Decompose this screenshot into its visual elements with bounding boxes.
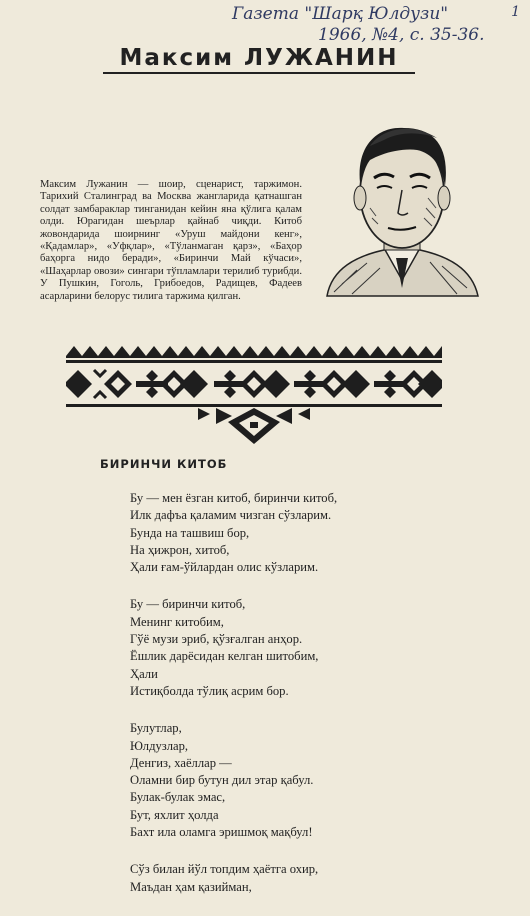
poem-line: Юлдузлар,	[130, 738, 189, 753]
poem-line: Бунда на ташвиш бор,	[130, 525, 250, 540]
poem-line: Денгиз, хаёллар —	[130, 755, 232, 770]
poem-line: Бахт ила оламга эришмоқ мақбул!	[130, 825, 313, 840]
poem-line: Булак-булак эмас,	[130, 790, 226, 805]
poem-line: Бут, яхлит ҳолда	[130, 807, 219, 822]
poem-line: Гўё музи эриб, қўзғалган анҳор.	[130, 632, 303, 647]
handwritten-page-number: 1	[511, 4, 520, 20]
poem-line: На ҳижрон, хитоб,	[130, 542, 230, 557]
poem-line: Оламни бир бутун дил этар қабул.	[130, 773, 314, 788]
poem-body	[130, 490, 337, 916]
handwritten-issue-note: 1966, №4, с. 35-36.	[318, 25, 485, 45]
page-title: Максим ЛУЖАНИН	[103, 38, 415, 74]
poem-line: Ҳали	[130, 666, 158, 681]
poem-line: Бу — биринчи китоб,	[130, 597, 246, 612]
poem-stanza	[130, 490, 337, 576]
author-biography: Максим Лужанин — шоир, сценарист, таржимон. Тарихий Сталинград ва Москва жангларида қатнашган солдат замбараклар тинганидан кейин яна қўлига қалам олди. Юрагидан шеърлар қайнаб чиқди. Китоб жовондарида шоирнинг «Уруш майдони кенг», «Қадамлар», «Уфқлар», «Тўланмаган қарз», «Баҳор баҳорга нидо беради», «Биринчи Май кўчаси», «Шаҳарлар овози» сингари тўпламлари терилиб турибди. У Пушкин, Гоголь, Грибоедов, Радищев, Фадеев асарларини белорус тилига таржима қилган.	[40, 179, 302, 302]
poem-stanza	[130, 861, 337, 896]
poem-line: Ёшлик дарёсидан келган шитобим,	[130, 649, 319, 664]
poem-line: Менинг китобим,	[130, 614, 224, 629]
poem-line: Илк дафъа қаламим чизган сўзларим.	[130, 508, 332, 523]
poem-title: БИРИНЧИ КИТОБ	[100, 457, 228, 471]
poem-stanza	[130, 720, 337, 841]
poem-line: Ҳали ғам-ўйлардан олис кўзларим.	[130, 560, 319, 575]
poem-line: Булутлар,	[130, 721, 182, 736]
poem-stanza	[130, 596, 337, 700]
portrait-illustration	[322, 98, 482, 298]
poem-line: Маъдан ҳам қазийман,	[130, 879, 252, 894]
poem-line: Сўз билан йўл топдим ҳаётга охир,	[130, 862, 319, 877]
poem-line: Бу — мен ёзган китоб, биринчи китоб,	[130, 491, 338, 505]
folk-ornament-band	[66, 340, 442, 444]
poem-line: Истиқболда тўлиқ асрим бор.	[130, 683, 289, 698]
handwritten-source-note: Газета "Шарқ Юлдузи"	[232, 4, 449, 24]
